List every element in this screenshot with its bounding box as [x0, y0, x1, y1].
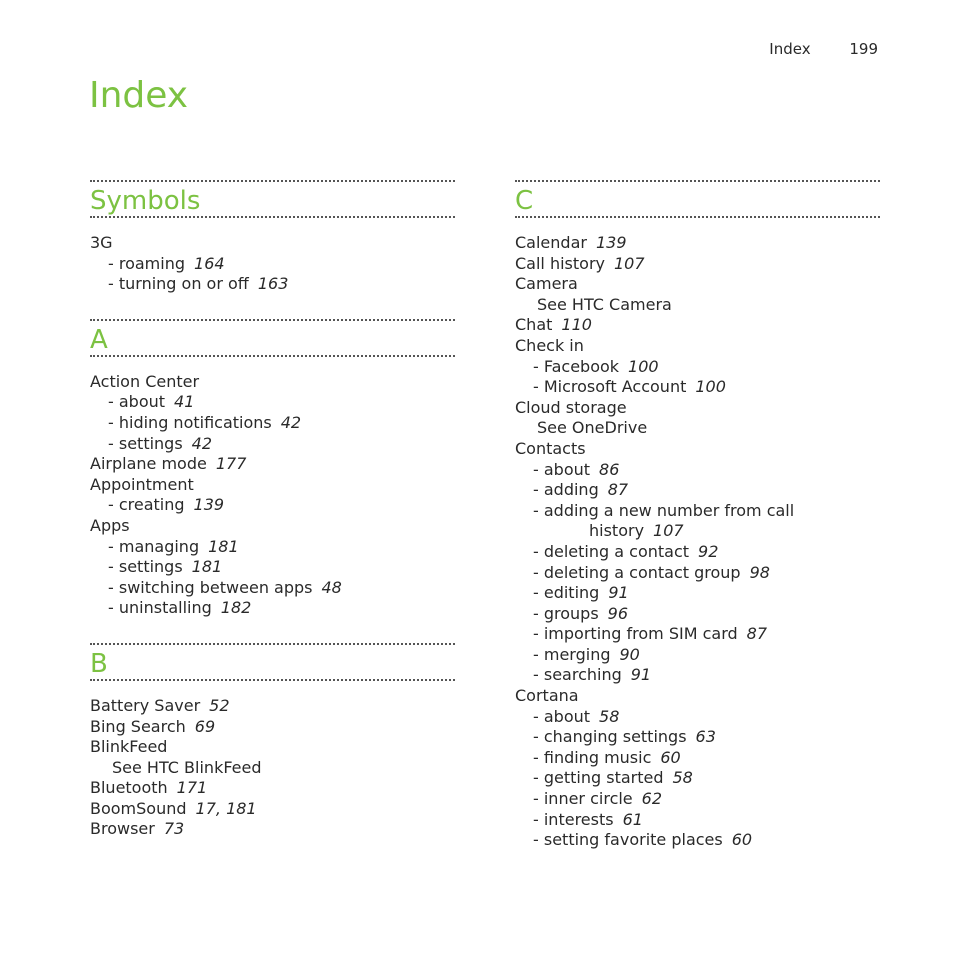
page-reference[interactable]: 41 — [174, 392, 195, 412]
entry-term: Contacts — [515, 438, 586, 458]
entry-term: - changing settings — [533, 727, 687, 747]
entry-term: - editing — [533, 583, 600, 603]
page-number: 199 — [849, 40, 878, 58]
index-entry — [90, 372, 455, 393]
entry-term: - uninstalling — [108, 598, 212, 618]
index-column-right — [515, 172, 880, 875]
index-entry — [90, 578, 455, 599]
index-section — [90, 180, 455, 295]
page-reference[interactable]: 171 — [176, 778, 208, 798]
entry-term: See OneDrive — [537, 418, 648, 438]
index-entry — [515, 686, 880, 707]
index-entry — [90, 475, 455, 496]
index-entry — [90, 254, 455, 275]
entry-term: Browser — [90, 819, 155, 839]
index-entry — [515, 583, 880, 604]
page-reference[interactable]: 164 — [194, 253, 225, 273]
entry-term: - turning on or off — [108, 274, 249, 294]
index-entry — [515, 542, 880, 563]
index-section — [90, 319, 455, 619]
page-reference[interactable]: 100 — [695, 377, 726, 397]
page-reference[interactable]: 63 — [695, 727, 716, 747]
section-heading-bar — [90, 180, 455, 218]
section-heading-bar — [515, 180, 880, 218]
entry-term: - getting started — [533, 768, 664, 788]
entry-term: Camera — [515, 274, 578, 294]
page-reference[interactable]: 107 — [613, 253, 645, 273]
page-reference[interactable]: 52 — [209, 695, 230, 715]
page-reference[interactable]: 98 — [749, 562, 770, 582]
index-entry — [515, 830, 880, 851]
entry-term: - deleting a contact — [533, 541, 690, 561]
entry-term: - merging — [533, 644, 611, 664]
index-entry — [515, 748, 880, 769]
index-entry — [90, 737, 455, 758]
entry-term: - managing — [108, 536, 200, 556]
entry-term: - switching between apps — [108, 577, 313, 597]
index-section — [90, 643, 455, 840]
index-entry — [90, 537, 455, 558]
index-entry — [515, 563, 880, 584]
section-heading-bar — [90, 319, 455, 357]
index-entry — [515, 789, 880, 810]
entry-term: BoomSound — [90, 798, 187, 818]
index-entry — [90, 717, 455, 738]
index-entry — [515, 295, 880, 316]
index-entry — [515, 274, 880, 295]
index-entry — [90, 495, 455, 516]
index-entry — [515, 315, 880, 336]
entry-term: Apps — [90, 515, 130, 535]
index-entry — [90, 557, 455, 578]
index-entry — [515, 604, 880, 625]
entry-term: - about — [533, 706, 591, 726]
entry-term: Call history — [515, 253, 605, 273]
index-entry — [515, 357, 880, 378]
page-reference[interactable]: 73 — [163, 819, 185, 839]
index-entry — [90, 274, 455, 295]
entry-term: - settings — [108, 557, 183, 577]
index-entry — [515, 233, 880, 254]
index-entry — [90, 778, 455, 799]
entry-term: Airplane mode — [90, 454, 207, 474]
index-entry — [515, 418, 880, 439]
page-reference[interactable]: 139 — [595, 233, 627, 252]
entry-term: Cortana — [515, 686, 579, 706]
index-entry — [515, 624, 880, 645]
section-letter: A — [90, 324, 108, 355]
entry-term: Cloud storage — [515, 397, 627, 417]
page-reference[interactable]: 60 — [660, 747, 681, 767]
index-entry — [515, 439, 880, 460]
page-reference[interactable]: 182 — [220, 598, 252, 618]
entry-term: See HTC BlinkFeed — [112, 757, 262, 777]
index-entry — [515, 460, 880, 481]
index-entry — [515, 398, 880, 419]
entry-term: - Facebook — [533, 356, 620, 376]
page-reference[interactable]: 90 — [619, 644, 640, 664]
index-entry — [515, 254, 880, 275]
index-entry — [515, 645, 880, 666]
page-reference[interactable]: 86 — [599, 459, 620, 479]
page-reference[interactable]: 100 — [628, 356, 659, 376]
index-entry — [515, 336, 880, 357]
entry-term: - Microsoft Account — [533, 377, 687, 397]
index-entry — [90, 758, 455, 779]
entry-term: Calendar — [515, 233, 587, 252]
page-reference[interactable]: 87 — [607, 480, 629, 500]
entry-term: - settings — [108, 433, 183, 453]
entry-term: - hiding notifications — [108, 412, 272, 432]
index-entry — [90, 516, 455, 537]
entry-term: 3G — [90, 233, 113, 252]
entry-term: - inner circle — [533, 789, 633, 809]
entry-term: See HTC Camera — [537, 294, 672, 314]
section-letter: Symbols — [90, 186, 201, 216]
index-entry — [90, 598, 455, 619]
entry-term: Appointment — [90, 474, 194, 494]
entry-term: - about — [108, 392, 166, 412]
entry-term: - interests — [533, 809, 614, 829]
page-reference[interactable]: 42 — [191, 433, 213, 453]
entry-term: Check in — [515, 335, 584, 355]
index-entry — [90, 454, 455, 475]
index-entry — [515, 501, 880, 522]
index-entry — [515, 810, 880, 831]
section-heading-bar — [90, 643, 455, 681]
entry-term: - setting favorite places — [533, 830, 723, 850]
page-reference[interactable]: 69 — [194, 716, 216, 736]
index-entry — [90, 233, 455, 254]
entry-term: - adding — [533, 480, 599, 500]
index-entry — [515, 521, 880, 542]
section-letter: C — [515, 186, 534, 216]
page-reference[interactable]: 139 — [193, 495, 225, 515]
entry-term: - searching — [533, 665, 622, 685]
index-column-left — [90, 172, 455, 864]
entry-term: - adding a new number from call — [533, 500, 795, 520]
page-reference[interactable]: 181 — [191, 557, 223, 577]
index-section — [515, 180, 880, 851]
page-reference[interactable]: 42 — [280, 412, 302, 432]
entry-term: - groups — [533, 603, 599, 623]
page-reference[interactable]: 60 — [731, 830, 753, 850]
page-reference[interactable]: 177 — [215, 454, 247, 474]
running-header — [769, 40, 878, 58]
page-reference[interactable]: 48 — [321, 577, 342, 597]
page-reference[interactable]: 163 — [257, 274, 289, 294]
header-section: Index — [769, 40, 811, 58]
entry-term: - deleting a contact group — [533, 562, 741, 582]
index-entry — [90, 392, 455, 413]
page-reference[interactable]: 96 — [607, 603, 629, 623]
entry-term: Chat — [515, 315, 553, 335]
index-entry — [515, 707, 880, 728]
entry-term: - about — [533, 459, 591, 479]
page-reference[interactable]: 92 — [698, 541, 719, 561]
entry-term: Bluetooth — [90, 778, 168, 798]
index-entry — [90, 819, 455, 840]
entry-term: - creating — [108, 495, 185, 515]
index-entry — [515, 727, 880, 748]
entry-term: - finding music — [533, 747, 652, 767]
page-reference[interactable]: 58 — [672, 768, 693, 788]
index-entry — [90, 696, 455, 717]
page-title: Index — [89, 75, 189, 116]
entry-term: Action Center — [90, 371, 200, 391]
entry-term: Battery Saver — [90, 695, 201, 715]
page-reference[interactable]: 91 — [608, 583, 629, 603]
entry-term: Bing Search — [90, 716, 186, 736]
section-letter: B — [90, 648, 108, 679]
index-entry — [515, 665, 880, 686]
page-reference[interactable]: 62 — [641, 789, 663, 809]
index-entry — [90, 434, 455, 455]
entry-term: - roaming — [108, 253, 186, 273]
page-reference[interactable]: 17, 181 — [195, 798, 257, 818]
entry-term: BlinkFeed — [90, 737, 168, 757]
page-reference[interactable]: 91 — [630, 665, 652, 685]
index-entry — [515, 377, 880, 398]
page-reference[interactable]: 181 — [208, 536, 239, 556]
entry-term: - importing from SIM card — [533, 624, 738, 644]
index-entry — [515, 768, 880, 789]
page-reference[interactable]: 61 — [622, 809, 643, 829]
index-entry — [90, 413, 455, 434]
index-entry — [90, 799, 455, 820]
page-reference[interactable]: 110 — [561, 315, 592, 335]
page-reference[interactable]: 87 — [746, 624, 768, 644]
page-reference[interactable]: 107 — [653, 521, 684, 541]
entry-term: history — [589, 521, 645, 541]
index-entry — [515, 480, 880, 501]
page-reference[interactable]: 58 — [599, 706, 620, 726]
